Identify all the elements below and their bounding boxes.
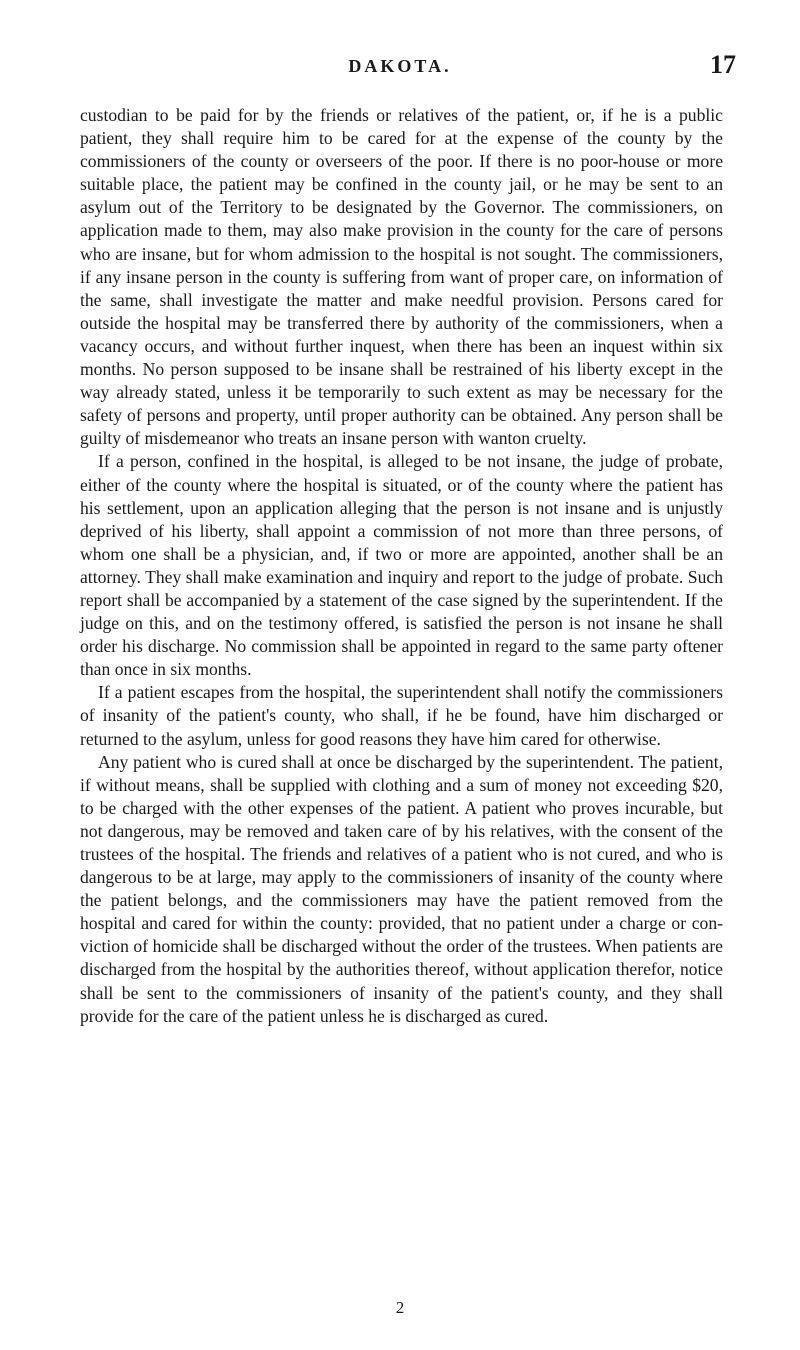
paragraph-discharge: Any patient who is cured shall at once be discharged by the superintendent. The patient, if without means, shall be supplied with clothing and a sum of money not exceeding $20, to be charged with the other expenses of the patient. A patient who proves incurable, but not dangerous, may be removed and taken care of by his relatives, with the consent of the trustees of the hospital. The friends and relatives of a patient who is not cured, and who is dangerous to be at large, may apply to the commissioners of insanity of the county where the patient belongs, and the commissioners may have the patient removed from the hospital and cared for within the county: provided, that no patient under a charge or conviction of homicide shall be discharged without the order of the trustees. When patients are discharged from the hospital by the authorities thereof, without application therefor, notice shall be sent to the commissioners of insanity of the patient's county, and they shall provide for the care of the patient unless he is discharged as cured. (80, 751, 723, 1026)
signature-mark: 2 (395, 1298, 405, 1317)
paragraph-custodian: custodian to be paid for by the friends or relatives of the patient, or, if he is a public patient, they shall require him to be cared for at the expense of the county by the commissioners of the county or overseers of the poor. If there is no poor-house or more suitable place, the patient may be confined in the county jail, or he may be sent to an asylum out of the Territory to be designated by the Governor. The commissioners, on application made to them, may also make provision in the county for the care of persons who are insane, but for whom admission to the hospital is not sought. The commissioners, if any insane person in the county is suffering from want of proper care, on information of the same, shall investigate the matter and make needful provision. Persons cared for outside the hospital may be transferred there by authority of the commissioners, when a vacancy occurs, and without further inquest, when there has been an inquest within six months. No person supposed to be insane shall be restrained of his liberty except in the way already stated, unless it be temporarily to such extent as may be necessary for the safety of persons and property, until proper authority can be obtained. Any person shall be guilty of misdemeanor who treats an insane person with wanton cruelty. (80, 105, 723, 449)
page-number: 17 (710, 50, 736, 79)
paragraph-alleged-not-insane: If a person, confined in the hospital, is alleged to be not insane, the judge of probate, either of the county where the hospital is situated, or of the county where the patient has his settlement, upon an application alleging that the person is not insane and is unjustly deprived of his liberty, shall appoint a commission of not more than three persons, of whom one shall be a physician, and, if two or more are appointed, another shall be an attorney. They shall make examination and inquiry and report to the judge of probate. Such report shall be accompanied by a statement of the case signed by the superintendent. If the judge on this, and on the testimony offered, is satisfied the person is not insane he shall order his discharge. No commission shall be appointed in regard to the same party oftener than once in six months. (80, 451, 723, 680)
body-text (80, 104, 723, 1028)
page-header (0, 50, 800, 84)
paragraph-escape: If a patient escapes from the hospital, the superintendent shall notify the commissioners of insanity of the patient's county, who shall, if he be found, have him discharged or returned to the asylum, unless for good reasons they have him cared for otherwise. (80, 682, 723, 749)
running-head: DAKOTA. (348, 56, 452, 76)
